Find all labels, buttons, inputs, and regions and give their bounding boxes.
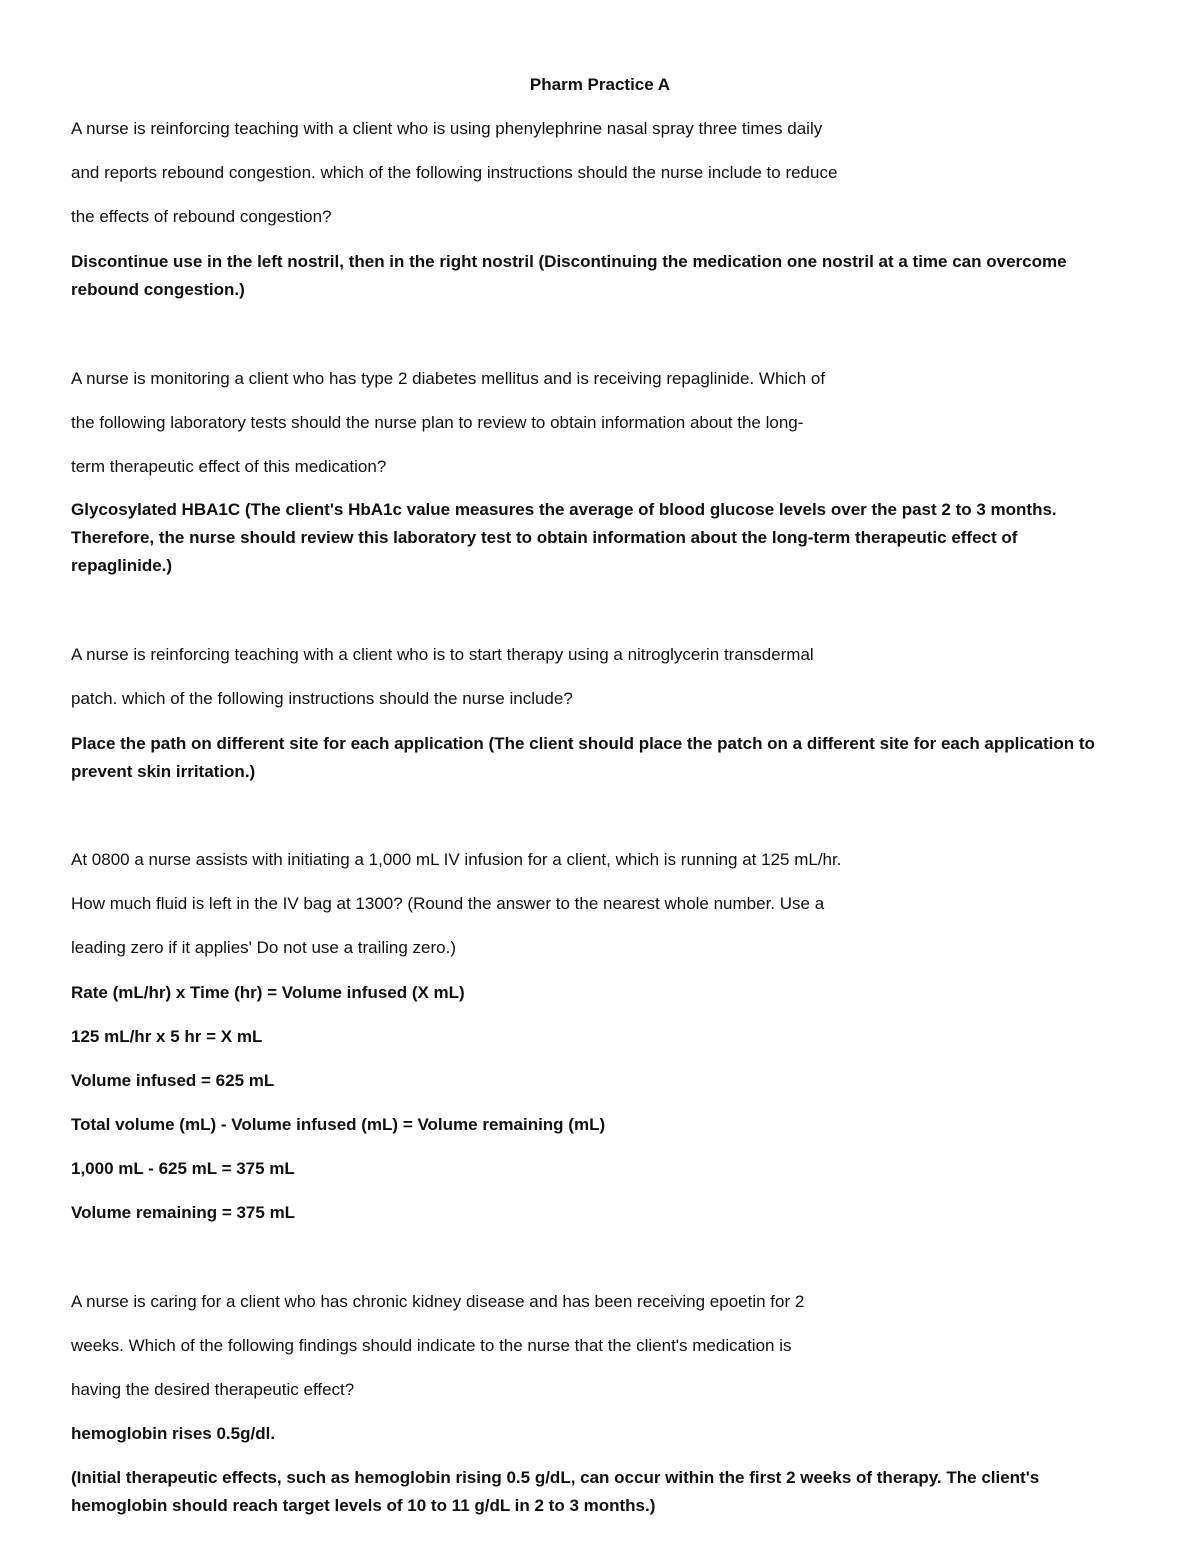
- q1-answer: Discontinue use in the left nostril, then in the right nostril (Discontinuing the medication one nostril at a time can overcome rebound congestion.): [71, 252, 1067, 299]
- q3-line-1: A nurse is reinforcing teaching with a client who is to start therapy using a nitroglycerin transdermal: [71, 645, 814, 664]
- q4-calc-line-1: Rate (mL/hr) x Time (hr) = Volume infused (X mL): [71, 983, 465, 1002]
- q3-answer: Place the path on different site for each application (The client should place the patch on a different site for each application to prevent skin irritation.): [71, 734, 1095, 781]
- q4-line-3: leading zero if it applies' Do not use a trailing zero.): [71, 938, 457, 957]
- q4-calc-line-6: Volume remaining = 375 mL: [71, 1203, 296, 1222]
- q5-answer: hemoglobin rises 0.5g/dl.: [71, 1424, 276, 1443]
- q1-line-3: the effects of rebound congestion?: [71, 207, 332, 226]
- q4-calc-line-2: 125 mL/hr x 5 hr = X mL: [71, 1027, 263, 1046]
- q4-calc-line-4: Total volume (mL) - Volume infused (mL) = Volume remaining (mL): [71, 1115, 606, 1134]
- q5-line-1: A nurse is caring for a client who has chronic kidney disease and has been receiving epoetin for 2: [71, 1292, 805, 1311]
- q5-line-2: weeks. Which of the following findings should indicate to the nurse that the client's medication is: [71, 1336, 792, 1355]
- q2-line-2: the following laboratory tests should the nurse plan to review to obtain information about the long-: [71, 413, 804, 432]
- q5-line-3: having the desired therapeutic effect?: [71, 1380, 355, 1399]
- q2-line-1: A nurse is monitoring a client who has type 2 diabetes mellitus and is receiving repaglinide. Which of: [71, 369, 826, 388]
- q3-line-2: patch. which of the following instructions should the nurse include?: [71, 689, 573, 708]
- q1-line-1: A nurse is reinforcing teaching with a client who is using phenylephrine nasal spray three times daily: [71, 119, 823, 138]
- q2-answer: Glycosylated HBA1C (The client's HbA1c value measures the average of blood glucose levels over the past 2 to 3 months. Therefore, the nurse should review this laboratory test to obtain information about the long-term therapeutic effect of repaglinide.): [71, 500, 1057, 575]
- q5-rationale: (Initial therapeutic effects, such as hemoglobin rising 0.5 g/dL, can occur within the first 2 weeks of therapy. The client's hemoglobin should reach target levels of 10 to 11 g/dL in 2 to 3 months.): [71, 1468, 1040, 1515]
- q4-calc-line-5: 1,000 mL - 625 mL = 375 mL: [71, 1159, 295, 1178]
- q2-line-3: term therapeutic effect of this medication?: [71, 457, 387, 476]
- q4-line-1: At 0800 a nurse assists with initiating a 1,000 mL IV infusion for a client, which is running at 125 mL/hr.: [71, 850, 842, 869]
- q4-calc-line-3: Volume infused = 625 mL: [71, 1071, 275, 1090]
- q1-line-2: and reports rebound congestion. which of the following instructions should the nurse include to reduce: [71, 163, 838, 182]
- document-title: Pharm Practice A: [529, 75, 671, 94]
- q4-line-2: How much fluid is left in the IV bag at 1300? (Round the answer to the nearest whole number. Use a: [71, 894, 825, 913]
